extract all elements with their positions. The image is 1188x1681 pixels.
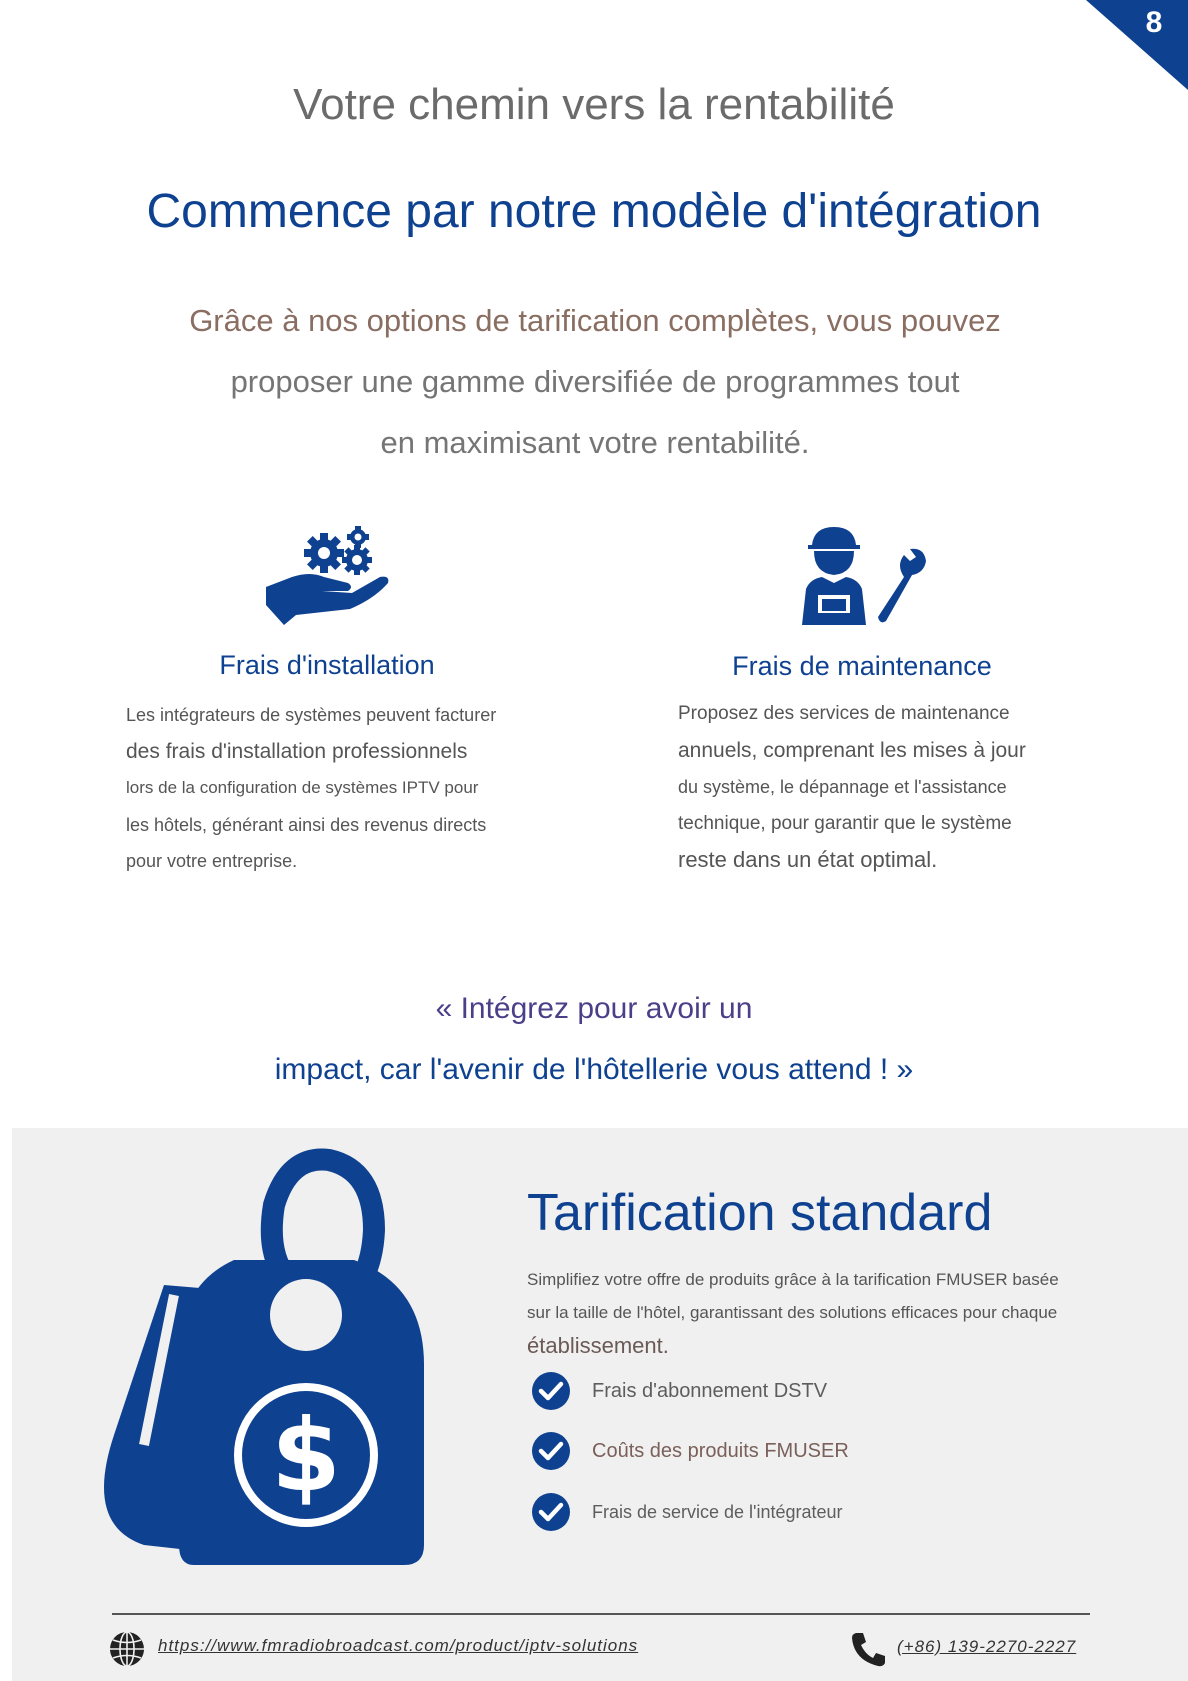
globe-icon <box>108 1630 146 1668</box>
quote-line-1: « Intégrez pour avoir un <box>435 992 753 1025</box>
quote-line-2: impact, car l'avenir de l'hôtellerie vous attend ! » <box>274 1053 914 1086</box>
footer-phone-link[interactable]: (+86) 139-2270-2227 <box>897 1637 1077 1656</box>
pricing-item-label: Frais de service de l'intégrateur <box>592 1501 843 1522</box>
footer-divider <box>112 1613 1090 1615</box>
installation-line: Les intégrateurs de systèmes peuvent facturer <box>126 705 497 725</box>
maintenance-description <box>678 696 1098 879</box>
maintenance-line: annuels, comprenant les mises à jour <box>678 738 1026 762</box>
svg-text:$: $ <box>271 1397 341 1514</box>
pricing-description <box>527 1263 1107 1362</box>
pricing-item-label: Coûts des produits FMUSER <box>592 1439 849 1462</box>
worker-wrench-icon <box>800 525 930 625</box>
page-heading: Votre chemin vers la rentabilité <box>293 80 895 129</box>
footer-website-link[interactable]: https://www.fmradiobroadcast.com/product/iptv-solutions <box>158 1636 639 1655</box>
installation-line: les hôtels, générant ainsi des revenus directs <box>126 814 487 835</box>
page-number: 8 <box>1145 6 1163 39</box>
check-circle-icon <box>532 1432 570 1470</box>
pricing-title: Tarification standard <box>527 1184 993 1242</box>
pricing-desc-line: Simplifiez votre offre de produits grâce à la tarification FMUSER basée <box>527 1270 1059 1289</box>
page-subheading: Commence par notre modèle d'intégration <box>146 185 1042 238</box>
intro-line-3: en maximisant votre rentabilité. <box>380 425 810 460</box>
check-circle-icon <box>532 1372 570 1410</box>
installation-title: Frais d'installation <box>219 650 435 680</box>
installation-description <box>126 697 546 880</box>
installation-line: des frais d'installation professionnels <box>126 739 468 763</box>
gears-hand-icon <box>262 525 392 625</box>
pricing-desc-line: établissement. <box>527 1333 669 1358</box>
installation-line: lors de la configuration de systèmes IPTV pour <box>126 778 479 797</box>
pricing-item-label: Frais d'abonnement DSTV <box>592 1379 828 1402</box>
intro-line-1: Grâce à nos options de tarification complètes, vous pouvez <box>189 303 1001 338</box>
price-tag-dollar-icon <box>84 1145 434 1565</box>
maintenance-line: reste dans un état optimal. <box>678 847 938 872</box>
intro-paragraph <box>150 290 1040 473</box>
maintenance-line: Proposez des services de maintenance <box>678 703 1010 724</box>
installation-line: pour votre entreprise. <box>126 851 298 871</box>
check-circle-icon <box>532 1493 570 1531</box>
pricing-item <box>532 1492 843 1532</box>
quote <box>0 978 1188 1100</box>
pricing-item <box>532 1371 827 1411</box>
phone-icon <box>850 1630 888 1668</box>
maintenance-line: du système, le dépannage et l'assistance <box>678 777 1007 797</box>
maintenance-title: Frais de maintenance <box>732 651 992 681</box>
pricing-desc-line: sur la taille de l'hôtel, garantissant des solutions efficaces pour chaque <box>527 1303 1058 1322</box>
pricing-item <box>532 1431 849 1471</box>
maintenance-line: technique, pour garantir que le système <box>678 812 1012 834</box>
intro-line-2: proposer une gamme diversifiée de programmes tout <box>230 364 960 399</box>
